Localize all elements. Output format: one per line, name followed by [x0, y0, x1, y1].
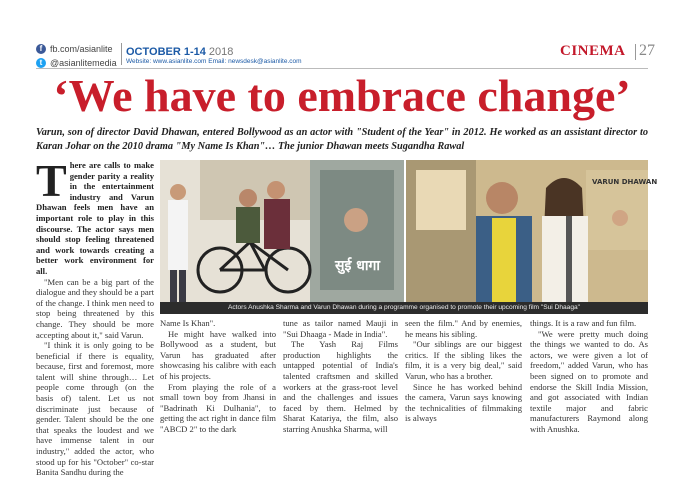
facebook-handle: fb.com/asianlite [50, 43, 113, 54]
event-photo-left [160, 160, 404, 302]
event-photo-right [406, 160, 658, 302]
body-paragraph: Since he has worked behind the camera, Varun says knowing the technicalities of filmmaking is always [405, 381, 522, 424]
event-photo-left-image [160, 160, 404, 302]
body-paragraph: "Our siblings are our biggest critics. If the sibling likes the film, it is a very big deal," said Varun, who has a brother. [405, 339, 522, 381]
drop-cap: T [36, 155, 67, 206]
header-divider [121, 43, 122, 65]
contact-line[interactable]: Website: www.asianlite.com Email: newsdesk@asianlite.com [126, 58, 302, 65]
body-paragraph: Name Is Khan". [160, 318, 216, 328]
article-column-5 [530, 318, 648, 434]
body-paragraph: tune as tailor named Mauji in "Sui Dhaaga - Made in India". [283, 318, 398, 339]
twitter-icon: t [36, 58, 46, 68]
body-paragraph: The Yash Raj Films production highlights the untapped potential of India's talented craftsmen and skilled workers at the grass-root level and the challenges and issues faced by them. Helmed by Sharat Katariya, the film, also starring Anushka Sharma, will [283, 339, 398, 434]
standfirst: Varun, son of director David Dhawan, entered Bollywood as an actor with "Student of the Year" in 2012. He worked as an assistant director to Karan Johar on the 2010 drama "My Name Is Khan"… The junior Dhawan meets Sugandha Rawal [36, 127, 648, 152]
body-paragraph: "Men can be a big part of the dialogue and they should be a part of the change. I think men need to stop being threatened by this change. They should be more accepting about it," said Varun. [36, 276, 154, 340]
body-paragraph: seen the film." And by enemies, he means his sibling. [405, 318, 522, 339]
article-column-4 [405, 318, 522, 424]
event-photo-right-image [406, 160, 658, 302]
headline: ‘We have to embrace change’ [53, 70, 631, 121]
article-column-1 [36, 155, 154, 478]
page-number: 27 [639, 42, 655, 59]
article-column-3 [283, 318, 398, 434]
issue-year: 2018 [208, 46, 234, 58]
twitter-handle: @asianlitemedia [50, 57, 117, 68]
header-rule [36, 68, 648, 69]
social-links [36, 42, 117, 70]
body-paragraph: "We were pretty much doing the things we wanted to do. As actors, we were given a lot of freedom," added Varun, who has been signed on to promote and endorse the Skill India Mission, and got associated with Indian textile major and fabric manufacturers Raymond along with Anushka. [530, 328, 648, 434]
poster-actor-name: VARUN DHAWAN [592, 178, 658, 186]
body-paragraph: From playing the role of a small town boy from Jhansi in "Badrinath Ki Dulhania", to getting the act right in dance film "ABCD 2" to the dark [160, 381, 276, 434]
facebook-link[interactable] [36, 42, 117, 55]
issue-date: OCTOBER 1-14 [126, 46, 206, 58]
body-paragraph: He might have walked into Bollywood as a student, but Varun has graduated after showcasing his calibre with each of his projects. [160, 328, 276, 381]
article-column-2 [160, 318, 276, 434]
facebook-icon: f [36, 44, 46, 54]
section-name: CINEMA [560, 43, 626, 59]
body-paragraph: things. It is a raw and fun film. [530, 318, 637, 328]
lead-paragraph: here are calls to make gender parity a reality in the entertainment industry and Varun Dhawan feels men have an important role to play in this discourse. The actor says men should stop feeling threatened and work towards creating a better work environment for all. [36, 160, 154, 276]
page-number-divider [635, 44, 636, 60]
body-paragraph: "I think it is only going to be beneficial if there is equality, because, first and foremost, more talent will shine through… Let people come through (on the basis of) talent. Let us not discriminate just because of gender. Talent should be the one that speaks the loudest and we have immense talent in our industry," added the actor, who stood up for his "October" co-star Banita Sandhu during the [36, 340, 154, 478]
masthead-strip [0, 0, 681, 68]
photo-caption: Actors Anushka Sharma and Varun Dhawan during a programme organised to promote their upcoming film "Sui Dhaaga" [160, 302, 648, 314]
film-poster-title: सुई धागा [335, 258, 380, 274]
